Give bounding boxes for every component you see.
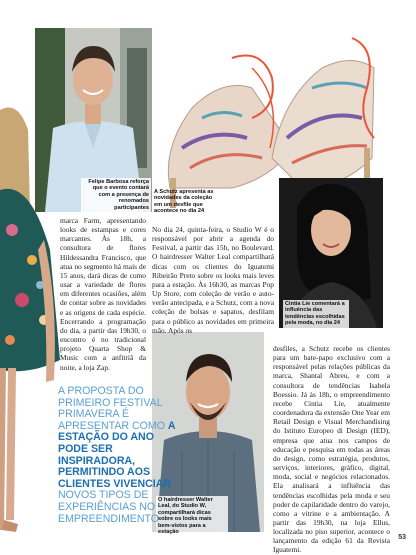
- schutz-caption: A Schutz apresenta as novidades da coleção em um desfile que acontece no dia 24: [154, 189, 214, 215]
- pull-quote-part1: A PROPOSTA DO PRIMEIRO FESTIVAL PRIMAVERA É APRESENTAR COMO: [58, 385, 165, 432]
- article-column-1: marca Farm, apresentando looks de estampas e cores marcantes. Às 18h, a consultora de flores Hildessandra Francisco, que atua no segmento há mais de 15 anos, dará dicas de como usar a variedade de flores em diferentes ocasiões, além de contar sobre as novidades e as origens de cada espécie. Encerrando a programação do dia, a partir das 19h30, o encontro é no tradicional projeto Quarta Shop & Music com a anfitriã da noite, a loja Zap.: [60, 216, 146, 372]
- felipe-photo: [35, 28, 152, 212]
- cintia-photo: [279, 178, 383, 328]
- pull-quote-highlight: A ESTAÇÃO DO ANO PODE SER INSPIRADORA, PERMITINDO AOS CLIENTES VIVENCIAR: [58, 419, 176, 490]
- walter-caption: O hairdresser Walter Leal, do Studio W, compartilhará dicas sobre os looks mais bem-vistos para a estação: [156, 496, 228, 536]
- cintia-caption: Cintia Lie comentará a influência das tendências escolhidas pela moda, no dia 24: [283, 300, 349, 328]
- article-column-3: desfiles, a Schutz recebe os clientes para um bate-papo exclusivo com a responsável pelas relações públicas da marca, Shantal Abreu, e com a consultora de tendências Isabela Boessio. Já às 18h, o empreendimento recebe Cintia Lie, atualmente coordenadora da extensão One Year em Retail Design e Visual Merchandising do Istituto Europeo di Design (IED), empresa que atua nos campos de educação e pesquisa em todas as áreas do design, como estratégia, produtos, serviços, interiores, gráfico, digital, moda, social e negócios relacionados. Ela analisará a influência das tendências escolhidas pela moda e seu poder de capilaridade dentro do varejo, como a vitrine e a ambientação. A partir das 19h30, na loja Ellus, localizada no piso superior, acontece o lançamento da edição 61 da Revista Iguatemi.: [273, 344, 390, 555]
- pull-quote-part2: NOVOS TIPOS DE EXPERIÊNCIAS NO EMPREENDIMENTO: [58, 489, 160, 525]
- felipe-caption: Felipe Barbosa reforça que o evento contará com a presença de renomados participantes: [81, 178, 151, 212]
- pull-quote: [58, 386, 180, 525]
- article-column-2: No dia 24, quinta-feira, o Studio W é o responsável por abrir a agenda do Festival, a partir das 15h, no Boulevard. O hairdresser Walter Leal compartilhará dicas com os clientes do Iguatemi Ribeirão Preto sobre os looks mais leves para a estação. Às 16h30, as marcas Pop Up Store, com coleção de verão e auto-verão antecipada, e a Schutz, com a nova coleção de bolsas e sapatos, desfilam para o público as novidades em primeira mão. Após os: [152, 225, 274, 335]
- page-number: 53: [398, 534, 406, 541]
